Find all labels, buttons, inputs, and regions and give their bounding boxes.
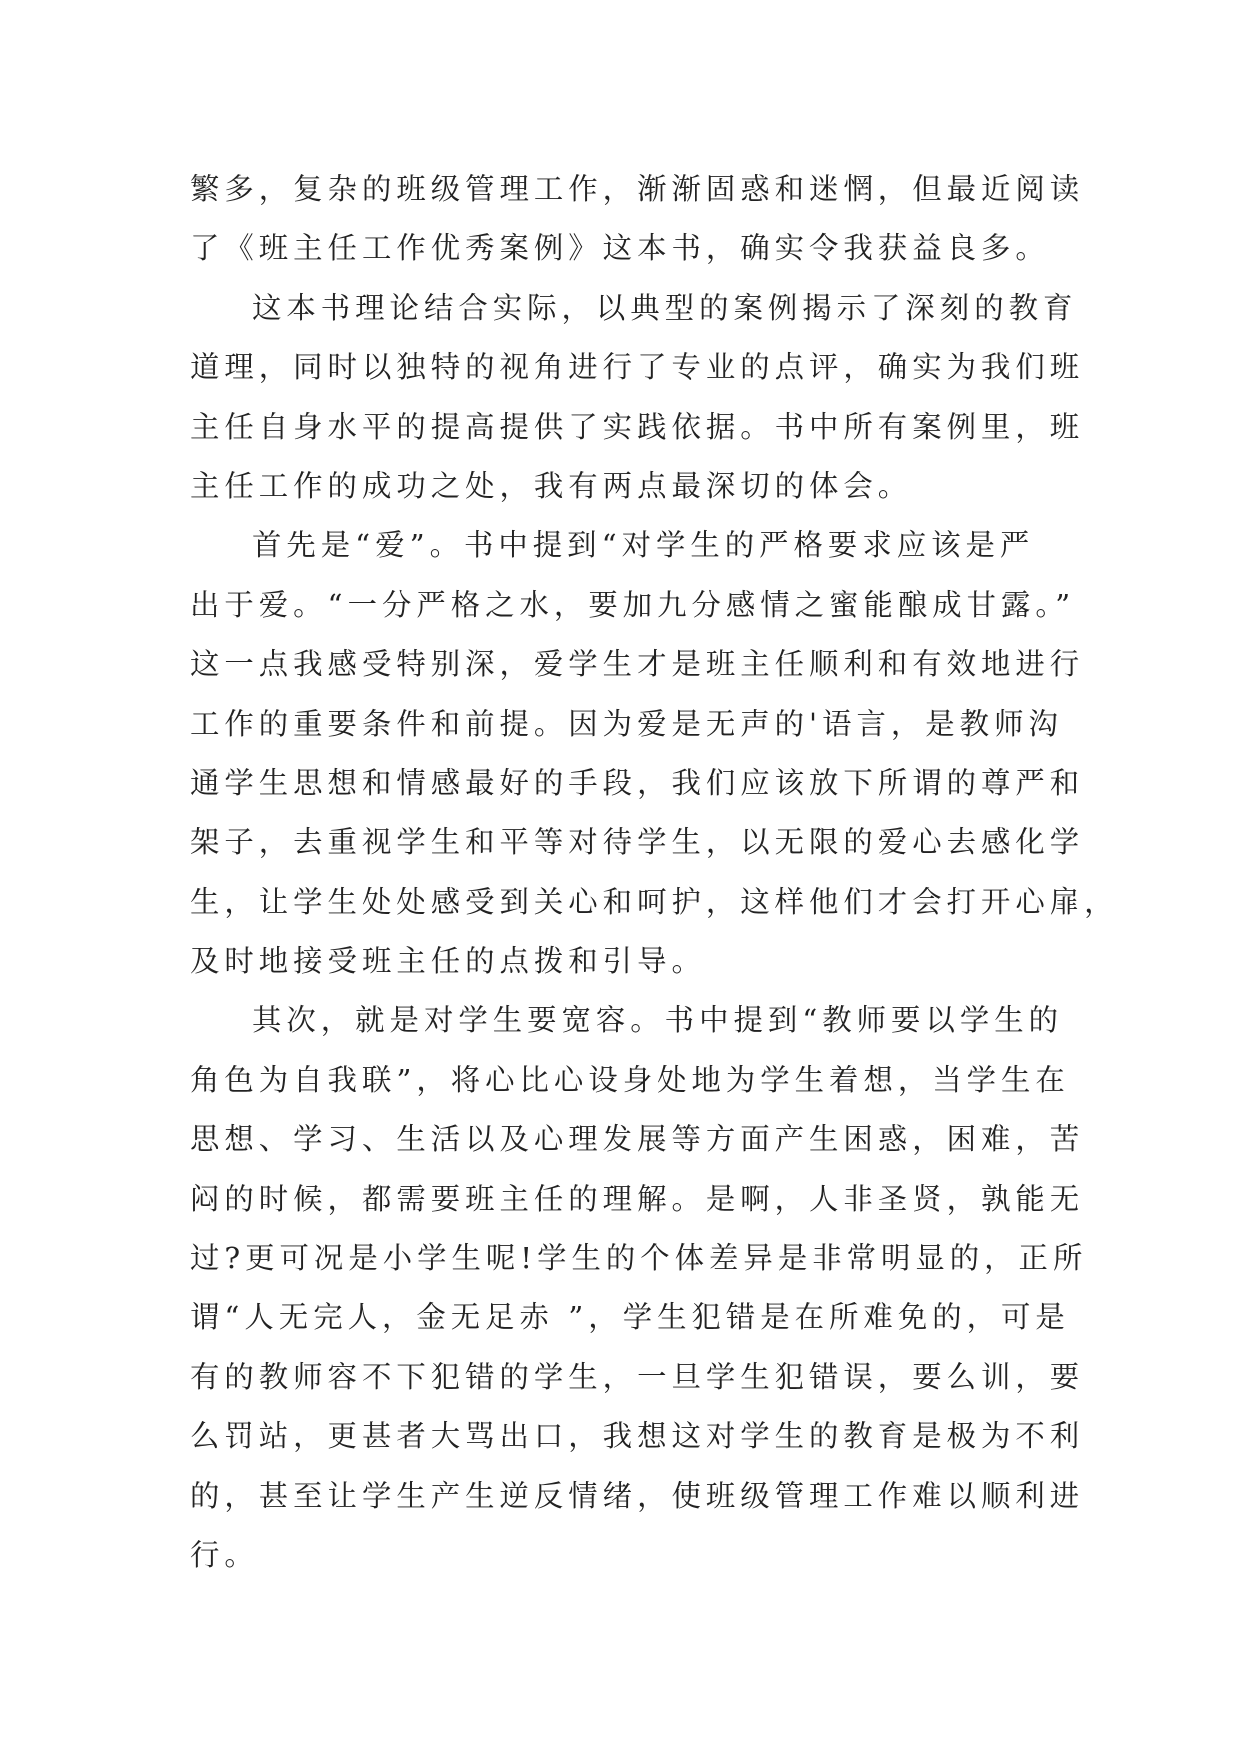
text-line: 生，让学生处处感受到关心和呵护，这样他们才会打开心扉， (190, 884, 1119, 919)
paragraph-start-line: 首先是“爱”。书中提到“对学生的严格要求应该是严 (252, 528, 1035, 563)
text-line: 角色为自我联”，将心比心设身处地为学生着想，当学生在 (190, 1062, 1070, 1097)
text-line: 闷的时候，都需要班主任的理解。是啊，人非圣贤，孰能无 (190, 1181, 1085, 1216)
text-line: 谓“人无完人，金无足赤 ”，学生犯错是在所难免的，可是 (190, 1300, 1070, 1335)
text-line: 了《班主任工作优秀案例》这本书，确实令我获益良多。 (190, 231, 1050, 266)
text-line: 繁多，复杂的班级管理工作，渐渐固惑和迷惘，但最近阅读 (190, 172, 1085, 206)
text-line: 及时地接受班主任的点拨和引导。 (190, 944, 706, 979)
text-line: 工作的重要条件和前提。因为爱是无声的'语言，是教师沟 (190, 706, 1063, 741)
paragraph-start-line: 其次，就是对学生要宽容。书中提到“教师要以学生的 (252, 1003, 1064, 1038)
text-line: 过?更可况是小学生呢!学生的个体差异是非常明显的，正所 (190, 1241, 1088, 1276)
paragraph-start-line: 这本书理论结合实际，以典型的案例揭示了深刻的教育 (252, 290, 1078, 325)
text-line: 出于爱。“一分严格之水，要加九分感情之蜜能酿成甘露。” (190, 587, 1076, 622)
text-line: 通学生思想和情感最好的手段，我们应该放下所谓的尊严和 (190, 765, 1085, 800)
text-line: 架子，去重视学生和平等对待学生，以无限的爱心去感化学 (190, 825, 1085, 860)
text-line: 行。 (190, 1537, 259, 1572)
text-line: 主任工作的成功之处，我有两点最深切的体会。 (190, 468, 913, 503)
text-line: 么罚站，更甚者大骂出口，我想这对学生的教育是极为不利 (190, 1419, 1085, 1454)
text-line: 有的教师容不下犯错的学生，一旦学生犯错误，要么训，要 (190, 1359, 1085, 1394)
text-line: 的，甚至让学生产生逆反情绪，使班级管理工作难以顺利进 (190, 1478, 1085, 1513)
text-line: 主任自身水平的提高提供了实践依据。书中所有案例里，班 (190, 409, 1085, 444)
text-line: 思想、学习、生活以及心理发展等方面产生困惑，困难，苦 (190, 1122, 1085, 1157)
text-line: 道理，同时以独特的视角进行了专业的点评，确实为我们班 (190, 350, 1085, 385)
document-body (190, 160, 1119, 1585)
text-line: 这一点我感受特别深，爱学生才是班主任顺利和有效地进行 (190, 647, 1085, 682)
